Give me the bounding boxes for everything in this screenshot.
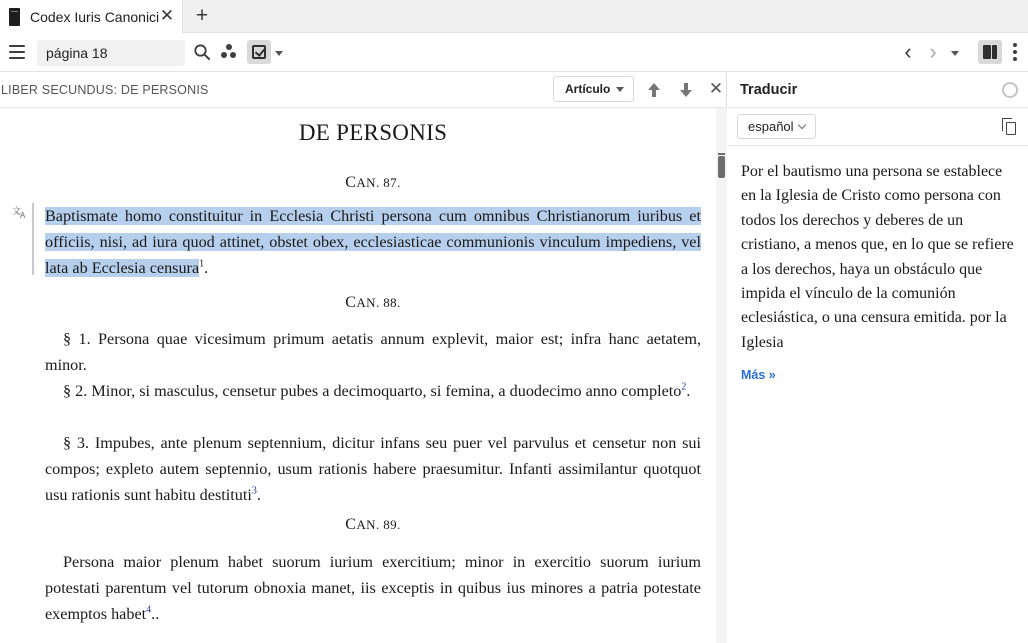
chevron-down-icon bbox=[798, 121, 806, 129]
canon-89-heading bbox=[45, 516, 701, 534]
more-link[interactable]: Más » bbox=[741, 368, 776, 382]
language-bar bbox=[728, 108, 1028, 146]
canon-88-paragraph-3 bbox=[45, 430, 701, 508]
chevron-down-icon[interactable] bbox=[275, 51, 283, 56]
text-tail: . bbox=[686, 382, 691, 400]
scrollbar-thumb[interactable] bbox=[718, 156, 725, 178]
dots-icon[interactable] bbox=[220, 44, 238, 60]
canon-label-cap: C bbox=[345, 294, 357, 311]
article-select-label: Artículo bbox=[565, 82, 611, 96]
page-input[interactable] bbox=[37, 40, 185, 66]
footnote-ref[interactable]: 4 bbox=[146, 604, 152, 616]
highlighted-text[interactable]: Baptismate homo constituitur in Ecclesia Christi persona cum omnibus Christianorum iuribus et officiis, nisi, ad iura quod attinet, obstet obex, ecclesiasticae communionis vinculum impediens, vel lata ab Ecclesia censura bbox=[45, 207, 701, 277]
canon-label-cap: C bbox=[345, 516, 357, 533]
text-tail: .. bbox=[151, 605, 160, 623]
article-select[interactable] bbox=[553, 76, 634, 102]
back-icon[interactable]: ‹ bbox=[904, 39, 912, 64]
hamburger-icon[interactable] bbox=[9, 45, 25, 59]
spinner-icon bbox=[1002, 82, 1018, 98]
page-title: DE PERSONIS bbox=[298, 120, 448, 145]
translate-panel bbox=[728, 72, 1028, 643]
toolbar bbox=[0, 33, 1028, 72]
tab-strip bbox=[0, 0, 1028, 33]
translation-text: Por el bautismo una persona se establece en la Iglesia de Cristo como persona con todos los derechos y deberes de un cristiano, a menos que, en lo que se refiere a los derechos, haya un obstáculo que impida el vínculo de la comunión eclesiástica, o una censura emitida. por la Iglesia bbox=[741, 163, 1014, 351]
canon-88-paragraph-1: § 1. Persona quae vicesimum primum aetatis annum explevit, maior est; infra hanc aetatem, minor. bbox=[45, 330, 701, 374]
canon-label-cap: C bbox=[345, 174, 357, 191]
document-body bbox=[0, 108, 716, 643]
language-select-label: español bbox=[748, 119, 794, 134]
canon-88-heading bbox=[45, 294, 701, 312]
book-icon bbox=[9, 8, 20, 26]
canon-label-rest: AN. 88. bbox=[356, 295, 401, 310]
copy-icon[interactable] bbox=[1002, 118, 1018, 136]
panel-layout-icon[interactable] bbox=[978, 40, 1002, 64]
text-tail: . bbox=[256, 486, 261, 504]
svg-text:文: 文 bbox=[12, 206, 22, 216]
footnote-ref[interactable]: 1 bbox=[199, 258, 205, 270]
kebab-icon[interactable] bbox=[1012, 43, 1018, 61]
canon-89-paragraph-1 bbox=[45, 549, 701, 627]
forward-icon[interactable]: › bbox=[929, 39, 937, 64]
checkbox-icon[interactable] bbox=[247, 40, 271, 64]
footnote-ref[interactable]: 2 bbox=[681, 381, 687, 393]
translate-title: Traducir bbox=[740, 82, 798, 98]
close-pane-button[interactable]: ✕ bbox=[708, 79, 724, 98]
canon-87-heading bbox=[45, 174, 701, 192]
chevron-down-icon bbox=[616, 87, 624, 92]
paragraph-text: § 3. Impubes, ante plenum septennium, dicitur infans seu puer vel parvulus et censetur non sui compos; expleto autem septennio, usum rationis habere praesumitur. Infanti assimilantur quotquot usu rationis sunt habitu destituti bbox=[45, 434, 701, 504]
new-tab-button[interactable]: + bbox=[195, 4, 209, 27]
canon-87-text[interactable] bbox=[45, 203, 701, 281]
tab-codex[interactable] bbox=[0, 0, 183, 33]
paragraph-text: § 2. Minor, si masculus, censetur pubes a decimoquarto, si femina, a duodecimo anno completo bbox=[63, 382, 682, 400]
tab-title: Codex Iuris Canonici bbox=[30, 8, 160, 25]
language-select[interactable] bbox=[737, 114, 816, 139]
breadcrumb[interactable]: LIBER SECUNDUS: DE PERSONIS bbox=[1, 83, 209, 97]
arrow-up-icon[interactable] bbox=[646, 81, 662, 99]
selection-bar bbox=[32, 203, 34, 275]
svg-text:A: A bbox=[20, 211, 26, 219]
canon-88-paragraph-2 bbox=[45, 378, 701, 404]
reader-panel bbox=[0, 72, 727, 643]
search-icon[interactable] bbox=[193, 43, 211, 61]
translate-icon[interactable] bbox=[12, 205, 28, 219]
translate-header bbox=[728, 72, 1028, 108]
tab-close-button[interactable]: ✕ bbox=[159, 6, 175, 25]
history-chevron-down-icon[interactable] bbox=[951, 51, 959, 56]
scrollbar[interactable] bbox=[716, 108, 727, 643]
canon-label-rest: AN. 89. bbox=[356, 517, 401, 532]
footnote-ref[interactable]: 3 bbox=[251, 485, 257, 497]
paragraph-text: Persona maior plenum habet suorum iurium exercitium; minor in exercitio suorum iurium potestati parentum vel tutorum obnoxia manet, iis exceptis in quibus ius minores a patria potestate exemptos habet bbox=[45, 553, 701, 623]
arrow-down-icon[interactable] bbox=[678, 81, 694, 99]
text-tail: . bbox=[204, 259, 209, 277]
canon-label-rest: AN. 87. bbox=[356, 175, 401, 190]
reader-subbar bbox=[0, 72, 727, 108]
